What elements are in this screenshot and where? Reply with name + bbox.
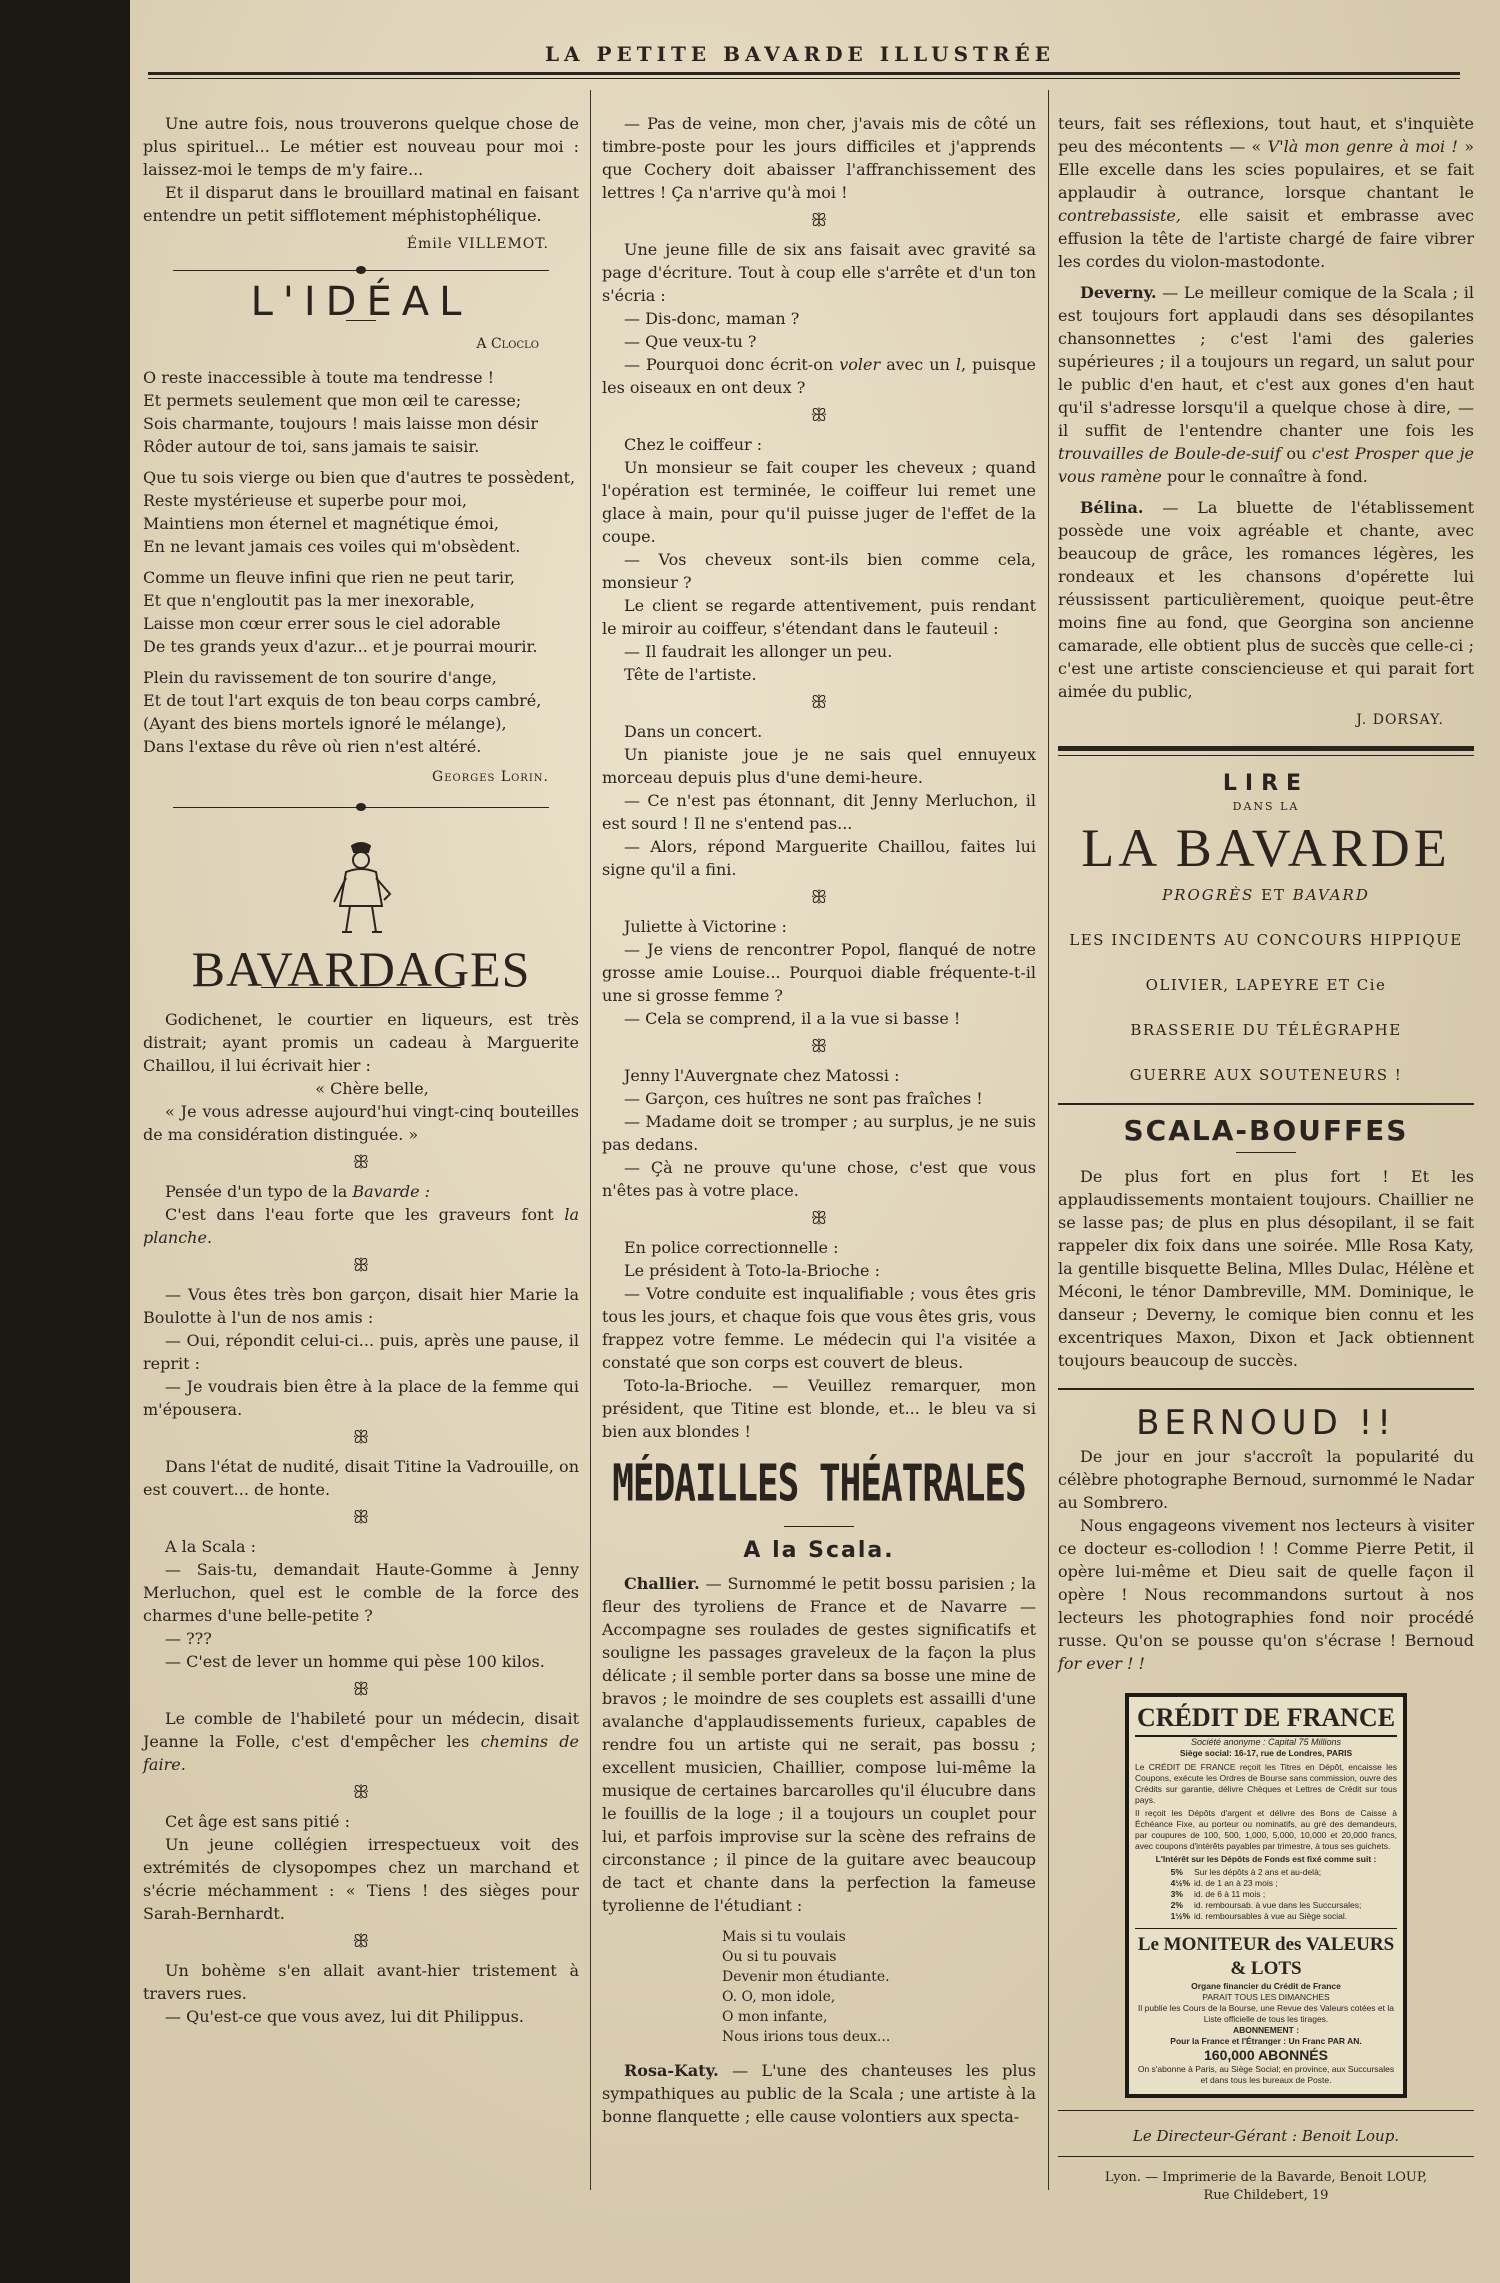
ad-progres: PROGRÈS ET BAVARD: [1162, 886, 1370, 904]
poem-line: En ne levant jamais ces voiles qui m'obsèdent.: [143, 537, 521, 556]
poem-line: Rôder autour de toi, sans jamais te saisir.: [143, 437, 480, 456]
ad-bavarde: LA BAVARDE: [1081, 818, 1451, 878]
paragraph: Un monsieur se fait couper les cheveux ; quand l'opération est terminée, le coiffeur lui remet une glace à main, pour qu'il puisse juger de l'effet de la coupe.: [602, 458, 1036, 546]
paragraph: Juliette à Victorine :: [624, 917, 787, 936]
ornament-icon: ꕥ: [352, 1782, 370, 1803]
poem-line: (Ayant des biens mortels ignoré le mélange),: [143, 714, 507, 733]
scala-bouffes-title: SCALA-BOUFFES: [1123, 1114, 1409, 1147]
song-lyrics: [722, 1927, 1036, 2047]
moniteur-line: On s'abonne à Paris, au Siège Social; en province, aux Succursales et dans tous les bureaux de Poste.: [1137, 2064, 1395, 2085]
table-row: 2% id. remboursab. à vue dans les Succursales;: [1170, 1900, 1362, 1910]
ornament-icon: ꕥ: [810, 1036, 828, 1057]
ornament-icon: ꕥ: [810, 210, 828, 231]
song-line: Devenir mon étudiante.: [722, 1969, 890, 1985]
bavarde-advert: [1058, 772, 1474, 1087]
imprimerie: [1058, 2169, 1474, 2205]
ornament-icon: ꕥ: [352, 1255, 370, 1276]
ornament-icon: ꕥ: [352, 1679, 370, 1700]
paragraph: — C'est de lever un homme qui pèse 100 kilos.: [165, 1652, 545, 1671]
paragraph: — Dis-donc, maman ?: [624, 309, 800, 328]
paragraph: — Cela se comprend, il a la vue si basse !: [624, 1009, 961, 1028]
paragraph: — Vous êtes très bon garçon, disait hier Marie la Boulotte à l'un de nos amis :: [143, 1285, 579, 1327]
abonnes-count: 160,000 ABONNÉS: [1204, 2047, 1328, 2063]
stanza: [143, 566, 579, 658]
ad-line: OLIVIER, LAPEYRE ET Cie: [1145, 976, 1387, 994]
paragraph: — Pas de veine, mon cher, j'avais mis de côté un timbre-poste pour les jours difficiles et j'apprends que Cochery doit abaisser l'affranchissement des lettres ! Ça n'arrive qu'à moi !: [602, 114, 1036, 202]
section-rule: [1058, 1388, 1474, 1390]
moniteur-title: Le MONITEUR des VALEURS & LOTS: [1135, 1928, 1397, 1981]
paragraph: — Vos cheveux sont-ils bien comme cela, monsieur ?: [602, 550, 1036, 592]
paragraph: — Pourquoi donc écrit-on voler avec un l, puisque les oiseaux en ont deux ?: [602, 355, 1037, 397]
poem: [143, 366, 579, 758]
ad-lire: LIRE: [1222, 771, 1310, 796]
paragraph: Nous engageons vivement nos lecteurs à visiter ce docteur es-collodion ! ! Comme Pierre Petit, il opère lui-même et Dieu sait de quelle façon il opère ! Nous recommandons surtout à nos lecteurs les photographies fond noir procédé russe. Qu'on se pousse qu'on s'écrase ! Bernoud for ever ! !: [1058, 1516, 1474, 1673]
paragraph: En police correctionnelle :: [624, 1238, 839, 1257]
column-separator-2: [1048, 90, 1049, 2190]
poem-line: Maintiens mon éternel et magnétique émoi,: [143, 514, 499, 533]
paragraph: Un bohème s'en allait avant-hier tristement à travers rues.: [143, 1961, 579, 2003]
bavardages-title: BAVARDAGES: [191, 941, 531, 997]
paragraph: C'est dans l'eau forte que les graveurs font la planche.: [143, 1205, 579, 1247]
song-line: O mon infante,: [722, 2009, 828, 2025]
paragraph: Pensée d'un typo de la Bavarde :: [165, 1182, 431, 1201]
paragraph: — Oui, répondit celui-ci... puis, après une pause, il reprit :: [143, 1331, 579, 1373]
poem-line: Laisse mon cœur errer sous le ciel adorable: [143, 614, 501, 633]
poem-line: Comme un fleuve infini que rien ne peut tarir,: [143, 568, 515, 587]
poem-line: Que tu sois vierge ou bien que d'autres te possèdent,: [143, 468, 576, 487]
column-2: [602, 112, 1036, 2128]
dedication: A Cloclo: [476, 336, 539, 352]
imprimerie-line: Lyon. — Imprimerie de la Bavarde, Benoit LOUP,: [1104, 2170, 1428, 2185]
ornament-icon: ꕥ: [810, 405, 828, 426]
moniteur-line: Il publie les Cours de la Bourse, une Revue des Valeurs cotées et la Liste officielle de tous les tirages.: [1138, 2003, 1394, 2024]
paragraph: — Que veux-tu ?: [624, 332, 757, 351]
moniteur-line: PARAIT TOUS LES DIMANCHES: [1202, 1992, 1330, 2002]
ornament-icon: ꕥ: [810, 1208, 828, 1229]
caricature-figure: [143, 838, 579, 944]
song-line: Ou si tu pouvais: [722, 1949, 837, 1965]
paragraph: — ???: [165, 1629, 212, 1648]
section-subtitle: A la Scala.: [743, 1538, 895, 1563]
title-dash: [784, 1526, 854, 1527]
masthead: LA PETITE BAVARDE ILLUSTRÉE: [544, 42, 1056, 66]
section-rule: [1058, 2156, 1474, 2157]
credit-title: CRÉDIT DE FRANCE: [1135, 1703, 1397, 1737]
paragraph: — Ce n'est pas étonnant, dit Jenny Merluchon, il est sourd ! Il ne s'entend pas...: [602, 791, 1036, 833]
poem-line: Et que n'engloutit pas la mer inexorable,: [143, 591, 475, 610]
paragraph: Godichenet, le courtier en liqueurs, est très distrait; ayant promis un cadeau à Marguerite Chaillou, il lui écrivait hier :: [143, 1010, 579, 1075]
paragraph: Le client se regarde attentivement, puis rendant le miroir au coiffeur, s'étendant dans le fauteuil :: [602, 596, 1036, 638]
ad-line: BRASSERIE DU TÉLÉGRAPHE: [1130, 1021, 1402, 1039]
ornament-icon: ꕥ: [352, 1931, 370, 1952]
column-separator-1: [590, 90, 591, 2190]
divider: [173, 270, 549, 271]
ornament-icon: ꕥ: [352, 1427, 370, 1448]
signature: Georges Lorin.: [432, 769, 549, 785]
ad-dans-la: DANS LA: [1232, 800, 1300, 813]
paragraph: Un jeune collégien irrespectueux voit des extrémités de clysopompes chez un marchand et s'écrie méchamment : « Tiens ! des sièges pour Sarah-Bernhardt.: [143, 1835, 579, 1923]
poem-line: Et permets seulement que mon œil te caresse;: [143, 391, 522, 410]
poem-line: Plein du ravissement de ton sourire d'ange,: [143, 668, 497, 687]
paragraph: « Chère belle,: [315, 1079, 429, 1098]
paragraph: Rosa-Katy. — L'une des chanteuses les plus sympathiques au public de la Scala ; une artiste à la bonne flanquette ; elle cause volontiers aux specta-: [602, 2061, 1036, 2126]
moniteur-line: ABONNEMENT :: [1232, 2025, 1300, 2035]
paragraph: — Madame doit se tromper ; au surplus, je ne suis pas dedans.: [602, 1112, 1036, 1154]
intro-para: Et il disparut dans le brouillard matinal en faisant entendre un petit sifflotement méphistophélique.: [143, 183, 579, 225]
poem-line: O reste inaccessible à toute ma tendresse !: [143, 368, 495, 387]
credit-de-france-advert: [1125, 1693, 1407, 2098]
column-3: [1058, 112, 1474, 2205]
paragraph: Jenny l'Auvergnate chez Matossi :: [624, 1066, 900, 1085]
bernoud-title: BERNOUD !!: [1136, 1403, 1396, 1443]
ornament-icon: ꕥ: [810, 887, 828, 908]
paragraph: Un pianiste joue je ne sais quel ennuyeux morceau depuis plus d'une demi-heure.: [602, 745, 1036, 787]
song-line: O. O, mon idole,: [722, 1989, 836, 2005]
paragraph: — Je viens de rencontrer Popol, flanqué de notre grosse amie Louise... Pourquoi diable fréquente-t-il une si grosse femme ?: [602, 940, 1036, 1005]
credit-address: Siège social: 16-17, rue de Londres, PARIS: [1179, 1748, 1353, 1758]
masthead-rule: [148, 72, 1460, 75]
signature: Émile VILLEMOT.: [406, 236, 549, 252]
paragraph: Dans un concert.: [624, 722, 763, 741]
credit-sub: Société anonyme : Capital 75 Millions: [1190, 1737, 1342, 1747]
paragraph: Le président à Toto-la-Brioche :: [624, 1261, 880, 1280]
scan-background: [0, 0, 130, 2283]
paragraph: teurs, fait ses réflexions, tout haut, et s'inquiète peu des mécontents — « V'là mon genre à moi ! » Elle excelle dans les scies populaires, et se fait applaudir à outrance, lorsque chantant le contrebassiste, elle saisit et embrasse avec effusion la tête de l'artiste chargé de faire vibrer les cordes du violon-mastodonte.: [1058, 114, 1474, 271]
moniteur-line: Pour la France et l'Étranger : Un Franc PAR AN.: [1170, 2036, 1362, 2046]
table-row: 4½% id. de 1 an à 23 mois ;: [1170, 1878, 1278, 1888]
signature: J. DORSAY.: [1356, 712, 1444, 728]
paragraph: Bélina. — La bluette de l'établissement possède une voix agréable et chante, avec beaucoup de grâce, les romances légères, les rondeaux et les chansons d'opérette lui réussissent particulièrement, quoique peut-être moins fine au fond, que Georgina son ancienne camarade, elle obtient plus de succès que celle-ci ; c'est une artiste consciencieuse et qui parait fort aimée du public,: [1058, 498, 1474, 701]
paragraph: De jour en jour s'accroît la popularité du célèbre photographe Bernoud, surnommé le Nadar au Sombrero.: [1058, 1447, 1474, 1512]
paragraph: A la Scala :: [165, 1537, 256, 1556]
paragraph: — Je voudrais bien être à la place de la femme qui m'épousera.: [143, 1377, 579, 1419]
song-line: Nous irions tous deux...: [722, 2029, 891, 2045]
paragraph: Deverny. — Le meilleur comique de la Scala ; il est toujours fort applaudi dans ses désopilantes chansonnettes ; c'est l'ami des galeries supérieures ; il a toujours un regard, un salut pour le public d'en haut, et c'est aux gones d'en haut qu'il s'adresse lorsqu'il a quelque chose à dire, — il suffit de l'entendre chanter une fois les trouvailles de Boule-de-suif ou c'est Prosper que je vous ramène pour le connaître à fond.: [1058, 283, 1474, 486]
paragraph: Chez le coiffeur :: [624, 435, 763, 454]
imprimerie-line: Rue Childebert, 19: [1203, 2188, 1329, 2203]
paragraph: — Alors, répond Marguerite Chaillou, faites lui signe qu'il a fini.: [602, 837, 1036, 879]
ideal-title: L'IDÉAL: [250, 279, 472, 325]
ornament-icon: ꕥ: [810, 692, 828, 713]
medailles-title: MÉDAILLES THÉATRALES: [612, 1455, 1026, 1514]
ad-line: GUERRE AUX SOUTENEURS !: [1129, 1066, 1403, 1084]
section-rule: [1058, 746, 1474, 751]
paragraph: Tête de l'artiste.: [624, 665, 757, 684]
man-figure-icon: [316, 838, 406, 938]
table-row: 1½% id. remboursables à vue au Siège social.: [1170, 1911, 1348, 1921]
ornament-icon: ꕥ: [352, 1507, 370, 1528]
song-line: Mais si tu voulais: [722, 1929, 846, 1945]
intro-para: Une autre fois, nous trouverons quelque chose de plus spirituel... Le métier est nouveau pour moi : laissez-moi le temps de m'y faire...: [143, 114, 579, 179]
paragraph: — Il faudrait les allonger un peu.: [624, 642, 893, 661]
paragraph: Challier. — Surnommé le petit bossu parisien ; la fleur des tyroliens de France et de Navarre — Accompagne ses roulades de gestes significatifs et souligne les passages graveleux de la façon la plus délicate ; il semble porter dans sa bosse une mine de bravos ; le moindre de ses couplets est assailli d'une avalanche d'applaudissements furieux, capables de rendre fou un artiste qui ne serait, pas bossu ; excellent musicien, Chaillier, compose lui-même la musique de certaines barcarolles qu'il élucubre dans le fouillis de la loge ; il a toujours un couplet pour lui, et parfois improvise sur la scène des refrains de circonstance ; il pince de la guitare avec beaucoup de tact et chante dans la perfection la fameuse tyrolienne de l'étudiant :: [602, 1574, 1036, 1915]
rates-table: [1169, 1867, 1364, 1922]
credit-body: L'Intérêt sur les Dépôts de Fonds est fixé comme suit :: [1155, 1854, 1377, 1864]
paragraph: — Votre conduite est inqualifiable ; vous êtes gris tous les jours, et chaque fois que vous êtes gris, vous frappez votre femme. Le médecin qui l'a visitée a constaté que son corps est couvert de bleus.: [602, 1284, 1036, 1372]
title-dash: [1236, 1152, 1296, 1153]
ad-line: LES INCIDENTS AU CONCOURS HIPPIQUE: [1069, 931, 1463, 949]
stanza: [143, 366, 579, 458]
column-1: [143, 112, 579, 2028]
paragraph: « Je vous adresse aujourd'hui vingt-cinq bouteilles de ma considération distinguée. »: [143, 1102, 579, 1144]
paragraph: — Çà ne prouve qu'une chose, c'est que vous n'êtes pas à votre place.: [602, 1158, 1036, 1200]
section-rule: [1058, 2110, 1474, 2111]
table-row: 5% Sur les dépôts à 2 ans et au-delà;: [1170, 1867, 1322, 1877]
poem-line: De tes grands yeux d'azur... et je pourrai mourir.: [143, 637, 538, 656]
paragraph: — Garçon, ces huîtres ne sont pas fraîches !: [624, 1089, 983, 1108]
ornament-icon: ꕥ: [352, 1152, 370, 1173]
paragraph: — Sais-tu, demandait Haute-Gomme à Jenny Merluchon, quel est le comble de la force des charmes d'une belle-petite ?: [143, 1560, 579, 1625]
poem-line: Et de tout l'art exquis de ton beau corps cambré,: [143, 691, 542, 710]
credit-body: Le CRÉDIT DE FRANCE reçoit les Titres en Dépôt, encaisse les Coupons, exécute les Ordres de Bourse sans commission, ouvre des Crédits sur garantie, délivre Chèques et Lettres de Crédit sur tous pays.: [1135, 1762, 1397, 1805]
stanza: [143, 666, 579, 758]
stanza: [143, 466, 579, 558]
paragraph: Une jeune fille de six ans faisait avec gravité sa page d'écriture. Tout à coup elle s'arrête et d'un ton s'écria :: [602, 240, 1036, 305]
paragraph: Cet âge est sans pitié :: [165, 1812, 350, 1831]
section-rule-thin: [1058, 755, 1474, 756]
table-row: 3% id. de 6 à 11 mois ;: [1170, 1889, 1266, 1899]
section-rule: [1058, 1103, 1474, 1105]
poem-line: Reste mystérieuse et superbe pour moi,: [143, 491, 467, 510]
paragraph: Dans l'état de nudité, disait Titine la Vadrouille, on est couvert... de honte.: [143, 1457, 579, 1499]
paragraph: — Qu'est-ce que vous avez, lui dit Philippus.: [165, 2007, 524, 2026]
credit-body: Il reçoit les Dépôts d'argent et délivre des Bons de Caisse à Échéance Fixe, au porteur ou nominatifs, au gré des demandeurs, par coupures de 100, 500, 1,000, 5,000, 10,000 et 20,000 francs, avec coupons d'intérêts payables par trimestre, à tous ses guichets.: [1135, 1808, 1397, 1851]
directeur-gerant: Le Directeur-Gérant : Benoit Loup.: [1132, 2127, 1400, 2145]
paragraph: Le comble de l'habileté pour un médecin, disait Jeanne la Folle, c'est d'empêcher les chemins de faire.: [143, 1709, 579, 1774]
moniteur-line: Organe financier du Crédit de France: [1191, 1981, 1341, 1991]
poem-line: Sois charmante, toujours ! mais laisse mon désir: [143, 414, 539, 433]
masthead-rule-thin: [148, 78, 1460, 79]
poem-line: Dans l'extase du rêve où rien n'est altéré.: [143, 737, 482, 756]
paragraph: De plus fort en plus fort ! Et les applaudissements montaient toujours. Chaillier ne se lasse pas; de plus en plus désopilant, il se fait rappeler dix foix dans une soirée. Mlle Rosa Katy, la gentille bisquette Belina, Mlles Dulac, Hélène et Méconi, le ténor Dambreville, MM. Dominique, le danseur ; Deverny, le comique bien connu et les excentriques Maxon, Dixon et Jack obtiennent toujours beaucoup de succès.: [1058, 1167, 1474, 1370]
divider: [173, 807, 549, 808]
paragraph: Toto-la-Brioche. — Veuillez remarquer, mon président, que Titine est blonde, et... le bleu va si bien aux blondes !: [602, 1376, 1036, 1441]
